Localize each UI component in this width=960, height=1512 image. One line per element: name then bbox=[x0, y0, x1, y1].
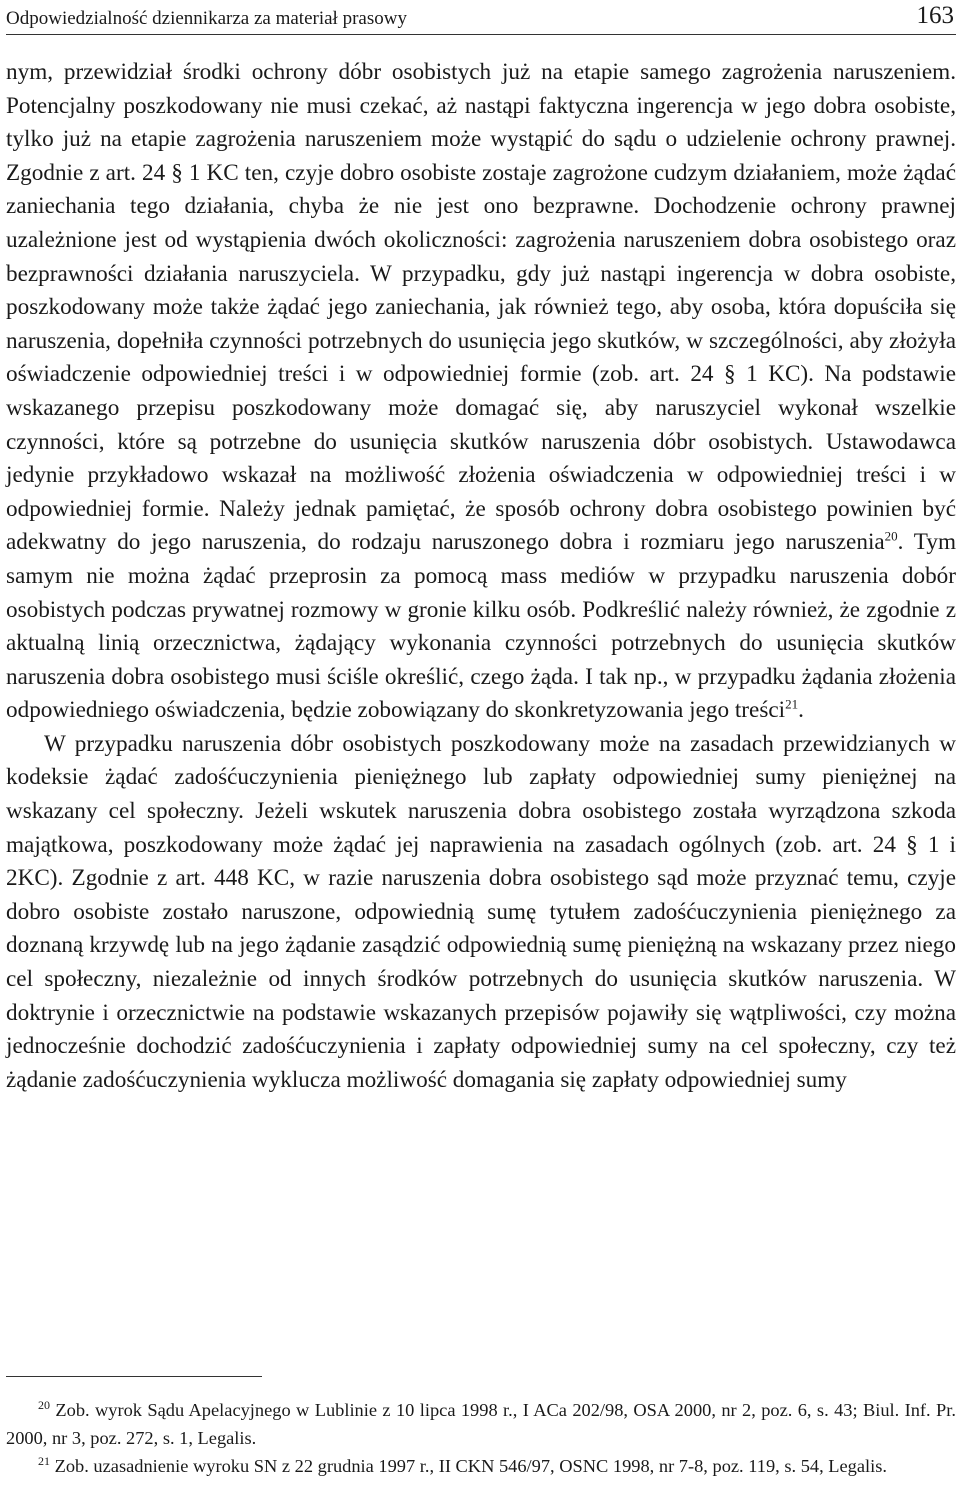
footnote-ref-20[interactable]: 20 bbox=[884, 528, 898, 544]
footnote-20 bbox=[6, 1396, 956, 1452]
footnote-ref-21[interactable]: 21 bbox=[785, 696, 799, 712]
paragraph-2: W przypadku naruszenia dóbr osobistych poszkodowany może na zasadach przewidzianych w kodeksie żądać zadośćuczynienia pieniężnego lub zapłaty odpowiedniej sumy pieniężnej na wskazany cel społeczny. Jeżeli wskutek naruszenia dobra osobistego została wyrządzona szkoda majątkowa, poszkodowany może żądać jej naprawienia na zasadach ogólnych (zob. art. 24 § 1 i 2KC). Zgodnie z art. 448 KC, w razie naruszenia dobra osobistego sąd może przyznać temu, czyje dobro osobiste zostało naruszone, odpowiednią sumę tytułem zadośćuczynienia pieniężnego za doznaną krzywdę lub na jego żądanie zasądzić odpowiednią sumę pieniężną na wskazany przez niego cel społeczny, niezależnie od innych środków potrzebnych do usunięcia skutków naruszenia. W doktrynie i orzecznictwie na podstawie wskazanych przepisów pojawiły się wątpliwości, czy można jednocześnie dochodzić zadośćuczynienia i zapłaty odpowiedniej sumy na cel społeczny, czy też żądanie zadośćuczynienia wyklucza możliwość domagania się zapłaty odpowiedniej sumy bbox=[6, 730, 957, 1093]
paragraph-1-part-c: . bbox=[798, 697, 804, 724]
footnote-number: 20 bbox=[38, 1397, 50, 1412]
footnote-divider bbox=[6, 1376, 262, 1377]
paragraph-1-part-b: . Tym samym nie można żądać przeprosin za pomocą mass mediów w przypadku naruszenia dobór osobistych podczas prywatnej rozmowy w gronie kilku osób. Podkreślić należy również, że zgodnie z aktualną linią orzecznictwa, żądający wykonania czynności potrzebnych do usunięcia skutków naruszenia dobra osobistego musi ściśle określić, czego żąda. I tak np., w przypadku żądania złożenia odpowiedniego oświadczenia, będzie zobowiązany do skonkretyzowania jego treści bbox=[6, 529, 956, 724]
page-number: 163 bbox=[916, 2, 954, 29]
running-header bbox=[6, 2, 956, 35]
paragraph-1-part-a: nym, przewidział środki ochrony dóbr osobistych już na etapie samego zagrożenia naruszeniem. Potencjalny poszkodowany nie musi czekać, aż nastąpi faktyczna ingerencja w jego dobra osobiste, tylko już na etapie zagrożenia naruszeniem może wystąpić do sądu o udzielenie ochrony prawnej. Zgodnie z art. 24 § 1 KC ten, czyje dobro osobiste zostaje zagrożone cudzym działaniem, może żądać zaniechania tego działania, chyba że nie jest ono bezprawne. Dochodzenie ochrony prawnej uzależnione jest od wystąpienia dwóch okoliczności: zagrożenia naruszeniem dobra osobistego oraz bezprawności działania naruszyciela. W przypadku, gdy już nastąpi ingerencja w dobra osobiste, poszkodowany może także żądać jego zaniechania, jak również tego, aby osoba, która dopuściła się naruszenia, dopełniła czynności potrzebnych do usunięcia jego skutków, w szczególności, aby złożyła oświadczenie odpowiedniej treści i w odpowiedniej formie (zob. art. 24 § 1 KC). Na podstawie wskazanego przepisu poszkodowany może domagać się, aby naruszyciel wykonał wszelkie czynności, które są potrzebne do usunięcia skutków naruszenia dóbr osobistych. Ustawodawca jedynie przykładowo wskazał na możliwość złożenia oświadczenia w odpowiedniej treści i w odpowiedniej formie. Należy jednak pamiętać, że sposób ochrony dobra osobistego powinien być adekwatny do jego naruszenia, do rodzaju naruszonego dobra i rozmiaru jego naruszenia bbox=[6, 59, 956, 556]
body-text bbox=[6, 56, 956, 1097]
footnotes bbox=[6, 1396, 956, 1480]
footnote-text: Zob. wyrok Sądu Apelacyjnego w Lublinie z 10 lipca 1998 r., I ACa 202/98, OSA 2000, nr 2, poz. 6, s. 43; Biul. Inf. Pr. 2000, nr 3, poz. 272, s. 1, Legalis. bbox=[6, 1400, 956, 1448]
paragraph-1 bbox=[6, 56, 956, 728]
footnote-number: 21 bbox=[38, 1453, 50, 1468]
footnote-text: Zob. uzasadnienie wyroku SN z 22 grudnia 1997 r., II CKN 546/97, OSNC 1998, nr 7-8, poz. 119, s. 54, Legalis. bbox=[54, 1456, 888, 1476]
running-title: Odpowiedzialność dziennikarza za materiał prasowy bbox=[6, 8, 407, 29]
footnote-21 bbox=[6, 1452, 956, 1480]
